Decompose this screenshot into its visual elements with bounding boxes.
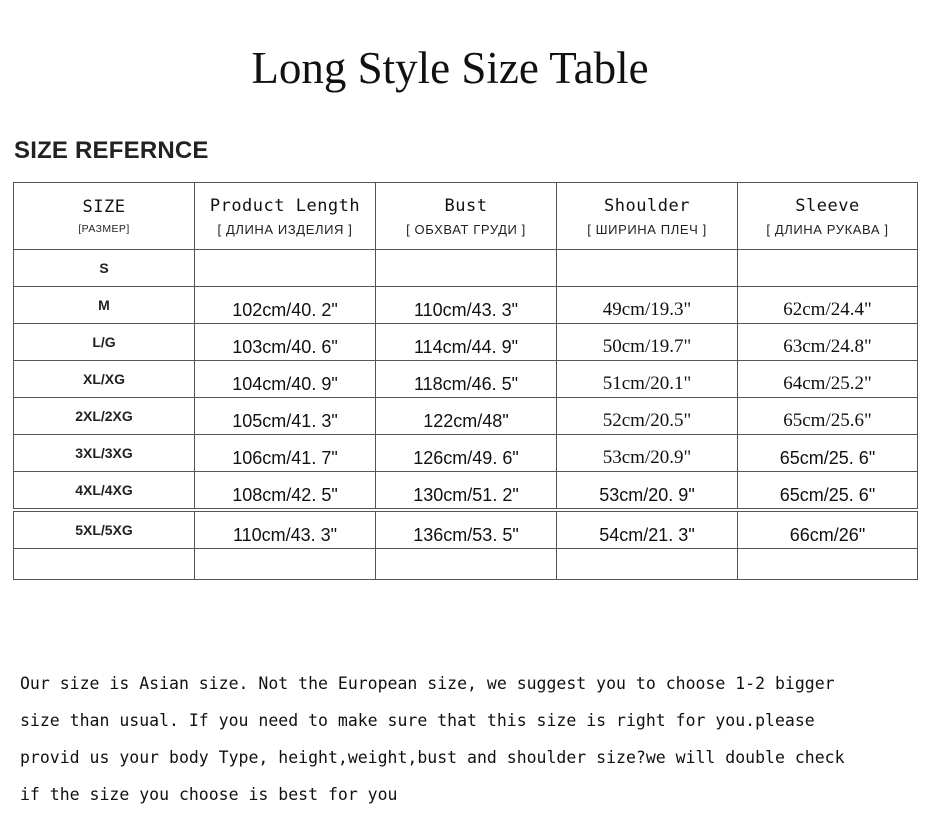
shoulder-cell: 53cm/20.9" (557, 435, 738, 472)
length-cell: 103cm/40. 6" (195, 324, 376, 361)
length-cell: 106cm/41. 7" (195, 435, 376, 472)
length-cell: 105cm/41. 3" (195, 398, 376, 435)
header-label: Sleeve (795, 195, 860, 216)
size-table (13, 182, 918, 580)
bust-cell: 130cm/51. 2" (376, 472, 557, 511)
header-translation: [ ДЛИНА ИЗДЕЛИЯ ] (217, 221, 353, 237)
sleeve-cell: 62cm/24.4" (738, 287, 918, 324)
page-title: Long Style Size Table (251, 43, 649, 93)
sleeve-cell: 64cm/25.2" (738, 361, 918, 398)
bust-cell: 126cm/49. 6" (376, 435, 557, 472)
bust-cell (376, 250, 557, 287)
table-row (14, 510, 918, 549)
bust-cell (376, 549, 557, 580)
table-row (14, 472, 918, 511)
length-cell (195, 250, 376, 287)
shoulder-cell (557, 250, 738, 287)
length-cell: 110cm/43. 3" (195, 510, 376, 549)
header-translation: [ ДЛИНА РУКАВА ] (766, 221, 889, 237)
size-cell: 3XL/3XG (14, 435, 195, 472)
sleeve-cell: 65cm/25.6" (738, 398, 918, 435)
table-row (14, 324, 918, 361)
size-cell: S (14, 250, 195, 287)
sleeve-cell (738, 549, 918, 580)
bust-cell: 136cm/53. 5" (376, 510, 557, 549)
table-row (14, 398, 918, 435)
length-cell (195, 549, 376, 580)
shoulder-cell (557, 549, 738, 580)
header-translation: [РАЗМЕР] (78, 223, 130, 235)
header-product-length (195, 183, 376, 250)
length-cell: 108cm/42. 5" (195, 472, 376, 511)
size-cell: M (14, 287, 195, 324)
header-bust (376, 183, 557, 250)
table-row (14, 287, 918, 324)
table-row (14, 250, 918, 287)
sleeve-cell: 65cm/25. 6" (738, 472, 918, 511)
size-cell: L/G (14, 324, 195, 361)
table-row (14, 435, 918, 472)
header-shoulder (557, 183, 738, 250)
size-note (20, 665, 920, 813)
note-line: provid us your body Type, height,weight,bust and shoulder size?we will double check (20, 748, 845, 767)
shoulder-cell: 52cm/20.5" (557, 398, 738, 435)
sleeve-cell: 63cm/24.8" (738, 324, 918, 361)
shoulder-cell: 50cm/19.7" (557, 324, 738, 361)
size-cell: XL/XG (14, 361, 195, 398)
note-line: if the size you choose is best for you (20, 785, 398, 804)
header-label: Bust (444, 195, 488, 216)
table-header-row (14, 183, 918, 250)
sleeve-cell (738, 250, 918, 287)
table-row (14, 549, 918, 580)
section-heading: SIZE REFERNCE (14, 137, 209, 164)
size-cell: 2XL/2XG (14, 398, 195, 435)
size-cell: 4XL/4XG (14, 472, 195, 511)
header-sleeve (738, 183, 918, 250)
header-translation: [ ШИРИНА ПЛЕЧ ] (587, 221, 707, 237)
header-label: Product Length (209, 195, 361, 216)
size-cell: 5XL/5XG (14, 510, 195, 549)
length-cell: 102cm/40. 2" (195, 287, 376, 324)
bust-cell: 122cm/48" (376, 398, 557, 435)
shoulder-cell: 53cm/20. 9" (557, 472, 738, 511)
size-cell (14, 549, 195, 580)
shoulder-cell: 51cm/20.1" (557, 361, 738, 398)
header-label: SIZE (82, 197, 126, 217)
header-translation: [ ОБХВАТ ГРУДИ ] (406, 221, 526, 237)
bust-cell: 114cm/44. 9" (376, 324, 557, 361)
bust-cell: 118cm/46. 5" (376, 361, 557, 398)
shoulder-cell: 49cm/19.3" (557, 287, 738, 324)
length-cell: 104cm/40. 9" (195, 361, 376, 398)
note-line: Our size is Asian size. Not the European size, we suggest you to choose 1-2 bigger (20, 674, 835, 693)
note-line: size than usual. If you need to make sure that this size is right for you.please (20, 711, 815, 730)
bust-cell: 110cm/43. 3" (376, 287, 557, 324)
shoulder-cell: 54cm/21. 3" (557, 510, 738, 549)
header-label: Shoulder (604, 195, 690, 216)
table-row (14, 361, 918, 398)
sleeve-cell: 66cm/26" (738, 510, 918, 549)
header-size (14, 183, 195, 250)
sleeve-cell: 65cm/25. 6" (738, 435, 918, 472)
